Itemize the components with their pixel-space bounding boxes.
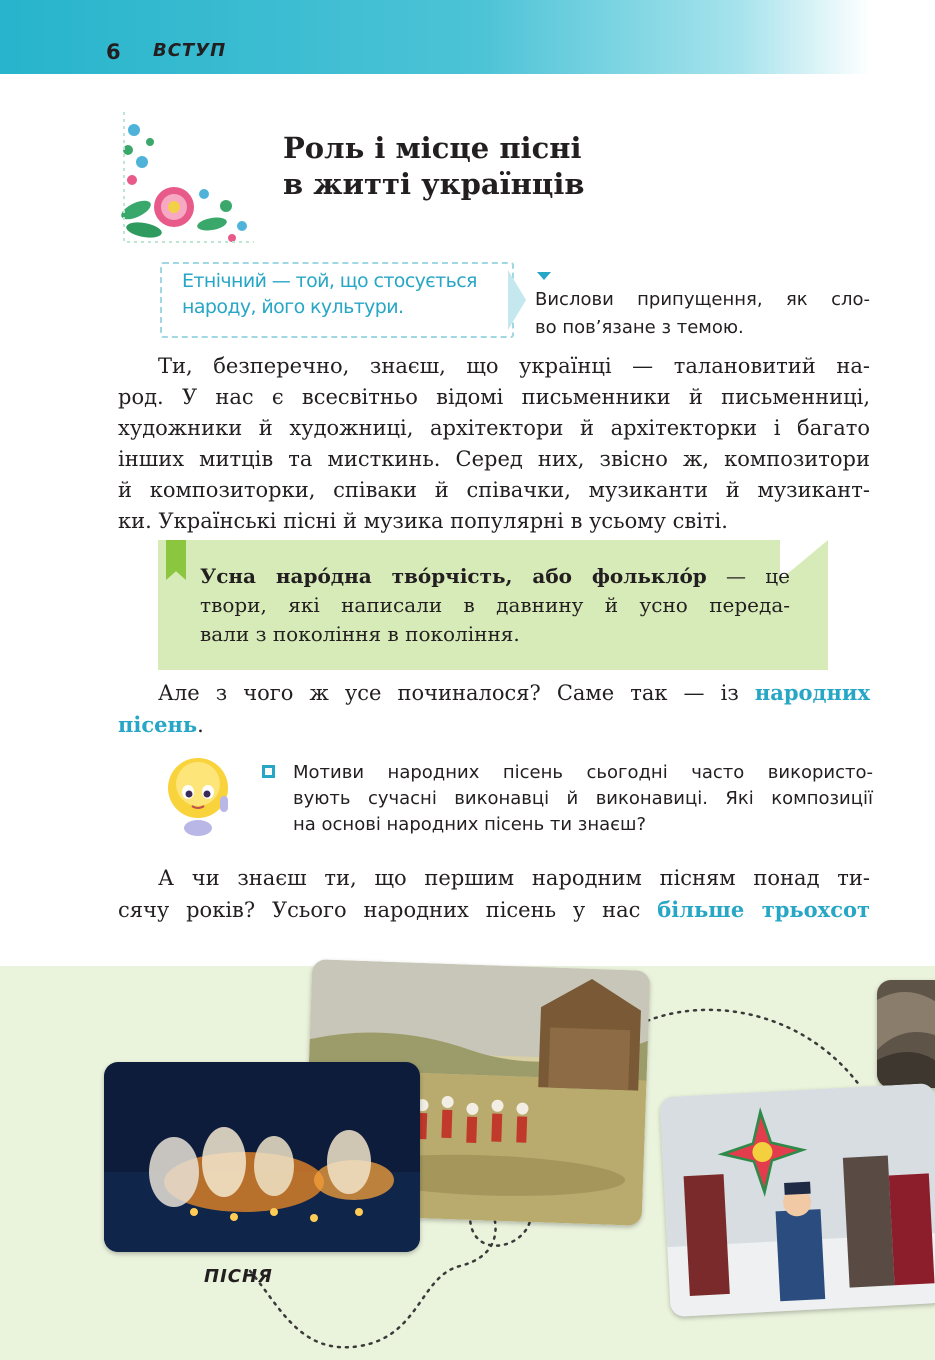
paragraph-line: ки. Українські пісні й музика популярні в усьому світі.	[118, 509, 728, 533]
triangle-down-icon	[537, 272, 551, 280]
glossary-line-2: народу, його культури.	[182, 296, 404, 318]
highlight-term: більше трьохсот	[657, 897, 870, 922]
question-paragraph	[118, 677, 870, 741]
paragraph3-line-2: сячу років? Усього народних пісень у нас	[118, 898, 658, 922]
paragraph-line: род. У нас є всесвітньо відомі письменники й письменниці,	[118, 385, 870, 409]
glossary-note	[182, 268, 512, 320]
lightbulb-mascot-icon	[162, 752, 234, 838]
paragraph2-end: .	[197, 713, 204, 737]
gallery-caption: ПІСНЯ	[204, 1266, 273, 1287]
task-line-2: вують сучасні виконавці й виконавиці. Які композиції	[293, 788, 873, 809]
task-line-1: Мотиви народних пісень сьогодні часто використо-	[293, 762, 873, 783]
kupala-night-photo	[104, 1062, 420, 1252]
header-band	[0, 0, 870, 74]
section-title: ВСТУП	[153, 40, 227, 61]
discussion-task	[293, 760, 873, 838]
glossary-line-1: Етнічний — той, що стосується	[182, 270, 477, 292]
paragraph-line: художники й художниці, архітектори й архітекторки і багато	[118, 416, 870, 440]
carolers-with-star-photo	[659, 1083, 935, 1317]
highlight-term: народних	[754, 680, 870, 705]
prompt-line-1: Вислови припущення, як сло-	[535, 289, 870, 310]
paragraph-line: й композиторки, співаки й співачки, музиканти й музикант-	[118, 478, 870, 502]
highlight-term: пісень	[118, 712, 198, 737]
definition-line-3: вали з покоління в покоління.	[200, 622, 520, 646]
task-line-3: на основі народних пісень ти знаєш?	[293, 814, 647, 835]
floral-embroidery-icon	[114, 102, 260, 248]
lesson-title	[283, 130, 703, 202]
prompt-line-2: во пов’язане з темою.	[535, 317, 744, 338]
intro-paragraph	[118, 351, 870, 537]
definition-term: Усна наро́дна тво́рчість, або фолькло́р	[200, 564, 707, 588]
square-bullet-icon	[262, 765, 275, 778]
title-line-1: Роль і місце пісні	[283, 131, 582, 165]
definition-line-1-rest: — це	[706, 564, 790, 588]
facts-paragraph	[118, 863, 870, 926]
page-number: 6	[106, 40, 121, 64]
paragraph3-line-1: А чи знаєш ти, що першим народним пісням понад ти-	[158, 866, 870, 890]
paragraph-line: інших митців та мисткинь. Серед них, звісно ж, композитори	[118, 447, 870, 471]
guess-prompt	[535, 286, 870, 342]
folklore-definition	[200, 562, 790, 649]
title-line-2: в житті українців	[283, 167, 585, 201]
paragraph-line: Ти, безперечно, знаєш, що українці — талановитий на-	[158, 354, 870, 378]
definition-line-2: твори, які написали в давнину й усно переда-	[200, 593, 790, 617]
partial-photo	[877, 980, 935, 1088]
paragraph2-text: Але з чого ж усе починалося? Саме так — із	[158, 681, 755, 705]
